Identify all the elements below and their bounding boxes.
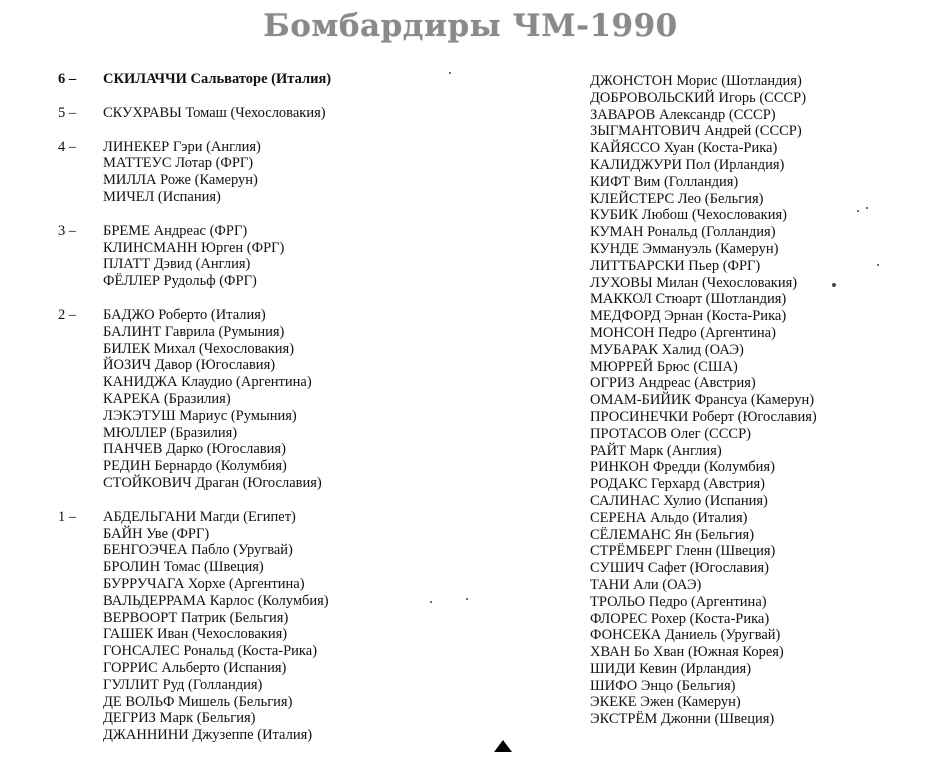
goal-count: 6 – (58, 71, 77, 87)
player-entry: КАНИДЖА Клаудио (Аргентина) (103, 374, 312, 391)
player-entry: КИФТ Вим (Голландия) (590, 173, 739, 190)
player-entry: ГОНСАЛЕС Рональд (Коста-Рика) (103, 643, 318, 660)
player-entry: МОНСОН Педро (Аргентина) (590, 324, 776, 341)
player-entry: БУРРУЧАГА Хорхе (Аргентина) (103, 575, 305, 592)
player-entry: СКИЛАЧЧИ Сальваторе (Италия) (103, 71, 332, 87)
goal-count: 4 – (58, 138, 77, 155)
player-entry: ОГРИЗ Андреас (Австрия) (590, 375, 756, 392)
player-entry: ЗАВАРОВ Александр (СССР) (590, 106, 776, 123)
player-entry: КАЛИДЖУРИ Пол (Ирландия) (590, 156, 785, 173)
player-entry: МАТТЕУС Лотар (ФРГ) (103, 155, 254, 172)
player-list (103, 105, 528, 122)
player-list (103, 223, 528, 290)
player-entry: СКУХРАВЫ Томаш (Чехословакия) (103, 104, 326, 121)
page-title: Бомбардиры ЧМ-1990 (263, 8, 678, 44)
player-entry: КАЙЯССО Хуан (Коста-Рика) (590, 140, 778, 157)
goal-count: 5 – (58, 104, 77, 121)
player-entry: ОМАМ-БИЙИК Франсуа (Камерун) (590, 392, 815, 409)
player-entry: ГАШЕК Иван (Чехословакия) (103, 626, 288, 643)
player-entry: ЛИНЕКЕР Гэри (Англия) (103, 138, 261, 155)
player-entry: МАККОЛ Стюарт (Шотландия) (590, 291, 787, 308)
player-list (103, 509, 528, 744)
player-entry: МЮРРЕЙ Брюс (США) (590, 358, 738, 375)
player-entry: РИНКОН Фредди (Колумбия) (590, 459, 775, 476)
scan-speck (466, 598, 468, 600)
player-entry: ПРОСИНЕЧКИ Роберт (Югославия) (590, 408, 817, 425)
player-entry: ДЕГРИЗ Марк (Бельгия) (103, 710, 256, 727)
player-entry: КУМАН Рональд (Голландия) (590, 224, 776, 241)
player-entry: ВАЛЬДЕРРАМА Карлос (Колумбия) (103, 592, 329, 609)
player-entry: МЕДФОРД Эрнан (Коста-Рика) (590, 308, 787, 325)
player-entry: ТАНИ Али (ОАЭ) (590, 576, 702, 593)
player-entry: БРОЛИН Томас (Швеция) (103, 559, 264, 576)
scan-speck (877, 264, 879, 266)
player-entry: ПЛАТТ Дэвид (Англия) (103, 256, 251, 273)
scan-speck (430, 601, 432, 603)
player-entry: ФЁЛЛЕР Рудольф (ФРГ) (103, 273, 257, 290)
player-entry: ГОРРИС Альберто (Испания) (103, 659, 287, 676)
player-entry: СЁЛЕМАНС Ян (Бельгия) (590, 526, 755, 543)
player-entry: КЛИНСМАНН Юрген (ФРГ) (103, 239, 285, 256)
player-entry: БИЛЕК Михал (Чехословакия) (103, 340, 295, 357)
player-entry: МИЧЕЛ (Испания) (103, 188, 221, 205)
goal-count: 1 – (58, 508, 77, 525)
goal-group-1 (58, 509, 528, 744)
goal-count: 2 – (58, 306, 77, 323)
player-entry: ЛЭКЭТУШ Мариус (Румыния) (103, 407, 297, 424)
goal-group-6 (58, 71, 528, 88)
goal-group-2 (58, 307, 528, 492)
player-entry: КЛЕЙСТЕРС Лео (Бельгия) (590, 190, 764, 207)
player-entry: ДОБРОВОЛЬСКИЙ Игорь (СССР) (590, 89, 807, 106)
player-list (103, 139, 528, 206)
player-entry: ШИДИ Кевин (Ирландия) (590, 660, 752, 677)
goal-group-5 (58, 105, 528, 122)
player-entry: РЕДИН Бернардо (Колумбия) (103, 458, 287, 475)
player-entry: РАЙТ Марк (Англия) (590, 442, 722, 459)
player-entry: РОДАКС Герхард (Австрия) (590, 476, 765, 493)
player-entry: МИЛЛА Роже (Камерун) (103, 172, 258, 189)
player-entry: БАДЖО Роберто (Италия) (103, 306, 266, 323)
player-entry: ЛУХОВЫ Милан (Чехословакия) (590, 274, 798, 291)
arrow-up-icon (494, 740, 512, 752)
player-entry: ЭКСТРЁМ Джонни (Швеция) (590, 711, 775, 728)
player-entry: ГУЛЛИТ Руд (Голландия) (103, 676, 263, 693)
player-entry: БАЙН Уве (ФРГ) (103, 525, 210, 542)
player-entry: КУБИК Любош (Чехословакия) (590, 207, 787, 224)
player-entry: МЮЛЛЕР (Бразилия) (103, 424, 238, 441)
player-entry: БАЛИНТ Гаврила (Румыния) (103, 323, 285, 340)
player-entry: АБДЕЛЬГАНИ Магди (Египет) (103, 508, 296, 525)
goal-group-4 (58, 139, 528, 206)
player-entry: ФОНСЕКА Даниель (Уругвай) (590, 627, 781, 644)
player-entry: ТРОЛЬО Педро (Аргентина) (590, 593, 767, 610)
player-entry: СУШИЧ Сафет (Югославия) (590, 560, 769, 577)
player-entry: ПРОТАСОВ Олег (СССР) (590, 425, 751, 442)
player-entry: ЭКЕКЕ Эжен (Камерун) (590, 694, 741, 711)
scan-speck (857, 210, 859, 212)
player-entry: ДЖАННИНИ Джузеппе (Италия) (103, 727, 313, 744)
player-entry: СТРЁМБЕРГ Гленн (Швеция) (590, 543, 776, 560)
player-list (103, 71, 528, 88)
player-entry: ШИФО Энцо (Бельгия) (590, 677, 736, 694)
goal-group-3 (58, 223, 528, 290)
player-entry: СТОЙКОВИЧ Драган (Югославия) (103, 474, 322, 491)
player-entry: ВЕРВООРТ Патрик (Бельгия) (103, 609, 289, 626)
player-entry: БЕНГОЭЧЕА Пабло (Уругвай) (103, 542, 293, 559)
player-entry: ДЖОНСТОН Морис (Шотландия) (590, 73, 802, 89)
scorers-right-column (590, 73, 935, 728)
player-entry: ЛИТТБАРСКИ Пьер (ФРГ) (590, 257, 761, 274)
player-entry: КУНДЕ Эммануэль (Камерун) (590, 240, 779, 257)
player-entry: СЕРЕНА Альдо (Италия) (590, 509, 748, 526)
player-entry: ФЛОРЕС Рохер (Коста-Рика) (590, 610, 770, 627)
player-entry: БРЕМЕ Андреас (ФРГ) (103, 222, 248, 239)
player-entry: ДЕ ВОЛЬФ Мишель (Бельгия) (103, 693, 293, 710)
player-entry: ХВАН Бо Хван (Южная Корея) (590, 644, 784, 661)
scan-speck (832, 283, 836, 287)
player-entry: ЗЫГМАНТОВИЧ Андрей (СССР) (590, 123, 802, 140)
player-entry: САЛИНАС Хулио (Испания) (590, 492, 768, 509)
player-entry: МУБАРАК Халид (ОАЭ) (590, 341, 744, 358)
scan-speck (866, 207, 868, 209)
player-list (103, 307, 528, 492)
player-entry: ПАНЧЕВ Дарко (Югославия) (103, 441, 286, 458)
goal-count: 3 – (58, 222, 77, 239)
player-entry: ЙОЗИЧ Давор (Югославия) (103, 357, 276, 374)
scan-speck (449, 72, 451, 74)
scorers-left-column (58, 71, 528, 761)
player-entry: КАРЕКА (Бразилия) (103, 390, 231, 407)
